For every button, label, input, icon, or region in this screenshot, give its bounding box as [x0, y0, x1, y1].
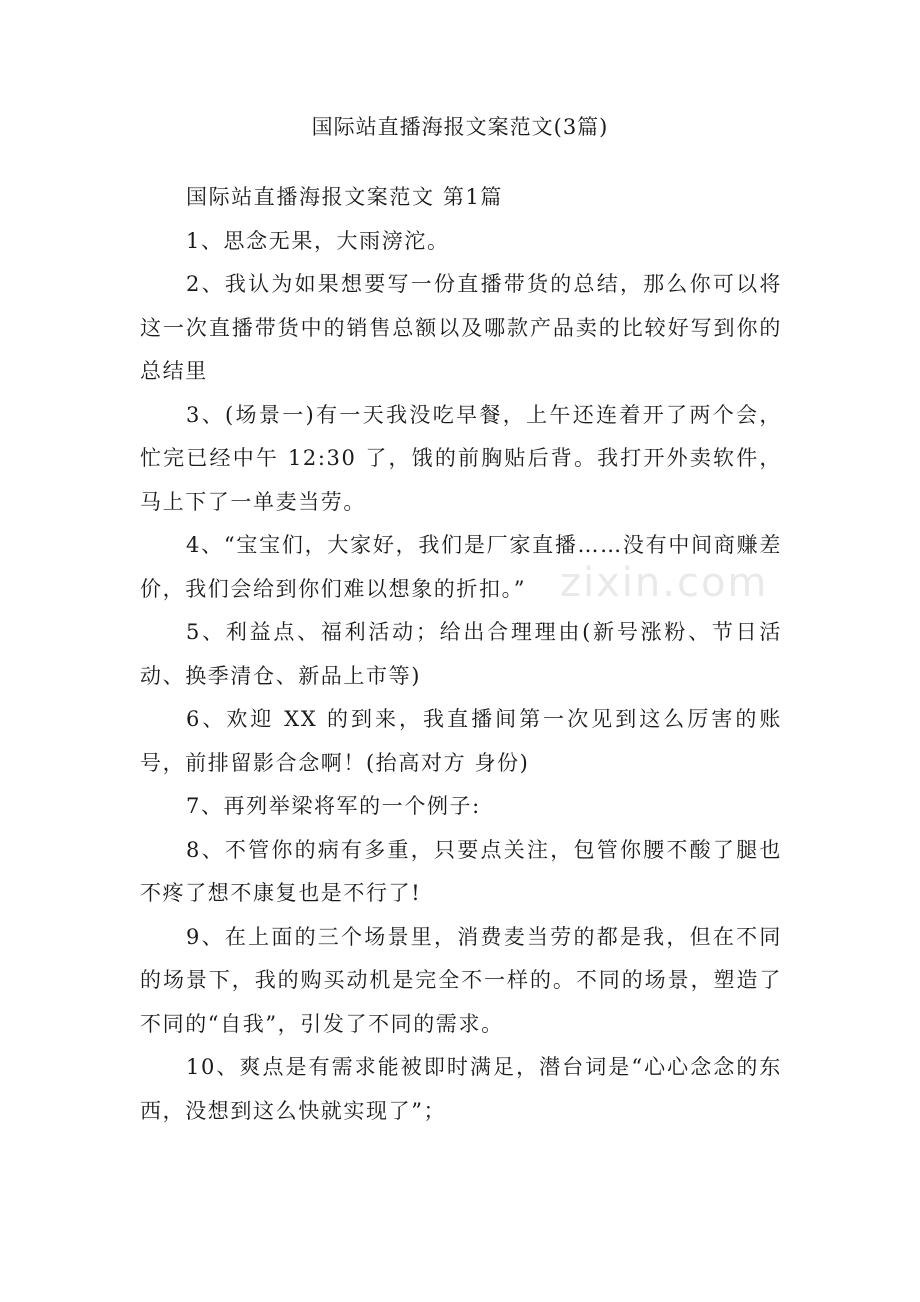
- paragraph-10: 10、爽点是有需求能被即时满足，潜台词是“心心念念的东西，没想到这么快就实现了”；: [140, 1055, 782, 1123]
- paragraph-4: 4、“宝宝们，大家好，我们是厂家直播……没有中间商赚差价，我们会给到你们难以想象的折扣。”: [140, 533, 782, 601]
- paragraph-9: 9、在上面的三个场景里，消费麦当劳的都是我，但在不同的场景下，我的购买动机是完全不一样的。不同的场景，塑造了不同的“自我”，引发了不同的需求。: [140, 924, 782, 1036]
- watermark: zixin.com: [560, 560, 769, 606]
- paragraph-5: 5、利益点、福利活动；给出合理理由(新号涨粉、节日活动、换季清仓、新品上市等): [140, 620, 782, 688]
- paragraph-3: 3、(场景一)有一天我没吃早餐，上午还连着开了两个会，忙完已经中午 12:30 了，饿的前胸贴后背。我打开外卖软件，马上下了一单麦当劳。: [140, 402, 782, 514]
- document-body: [140, 176, 782, 1133]
- paragraph-2: 2、我认为如果想要写一份直播带货的总结，那么你可以将这一次直播带货中的销售总额以及哪款产品卖的比较好写到你的总结里: [140, 272, 782, 383]
- document-title: 国际站直播海报文案范文(3篇): [311, 115, 609, 139]
- paragraph-8: 8、不管你的病有多重，只要点关注，包管你腰不酸了腿也不疼了想不康复也是不行了!: [140, 837, 782, 905]
- paragraph-7: 7、再列举梁将军的一个例子:: [186, 794, 481, 818]
- section-heading: 国际站直播海报文案范文 第1篇: [186, 185, 504, 209]
- paragraph-1: 1、思念无果，大雨滂沱。: [186, 228, 450, 253]
- paragraph-6: 6、欢迎 XX 的到来，我直播间第一次见到这么厉害的账号，前排留影合念啊！(抬高对方 身份): [140, 707, 782, 775]
